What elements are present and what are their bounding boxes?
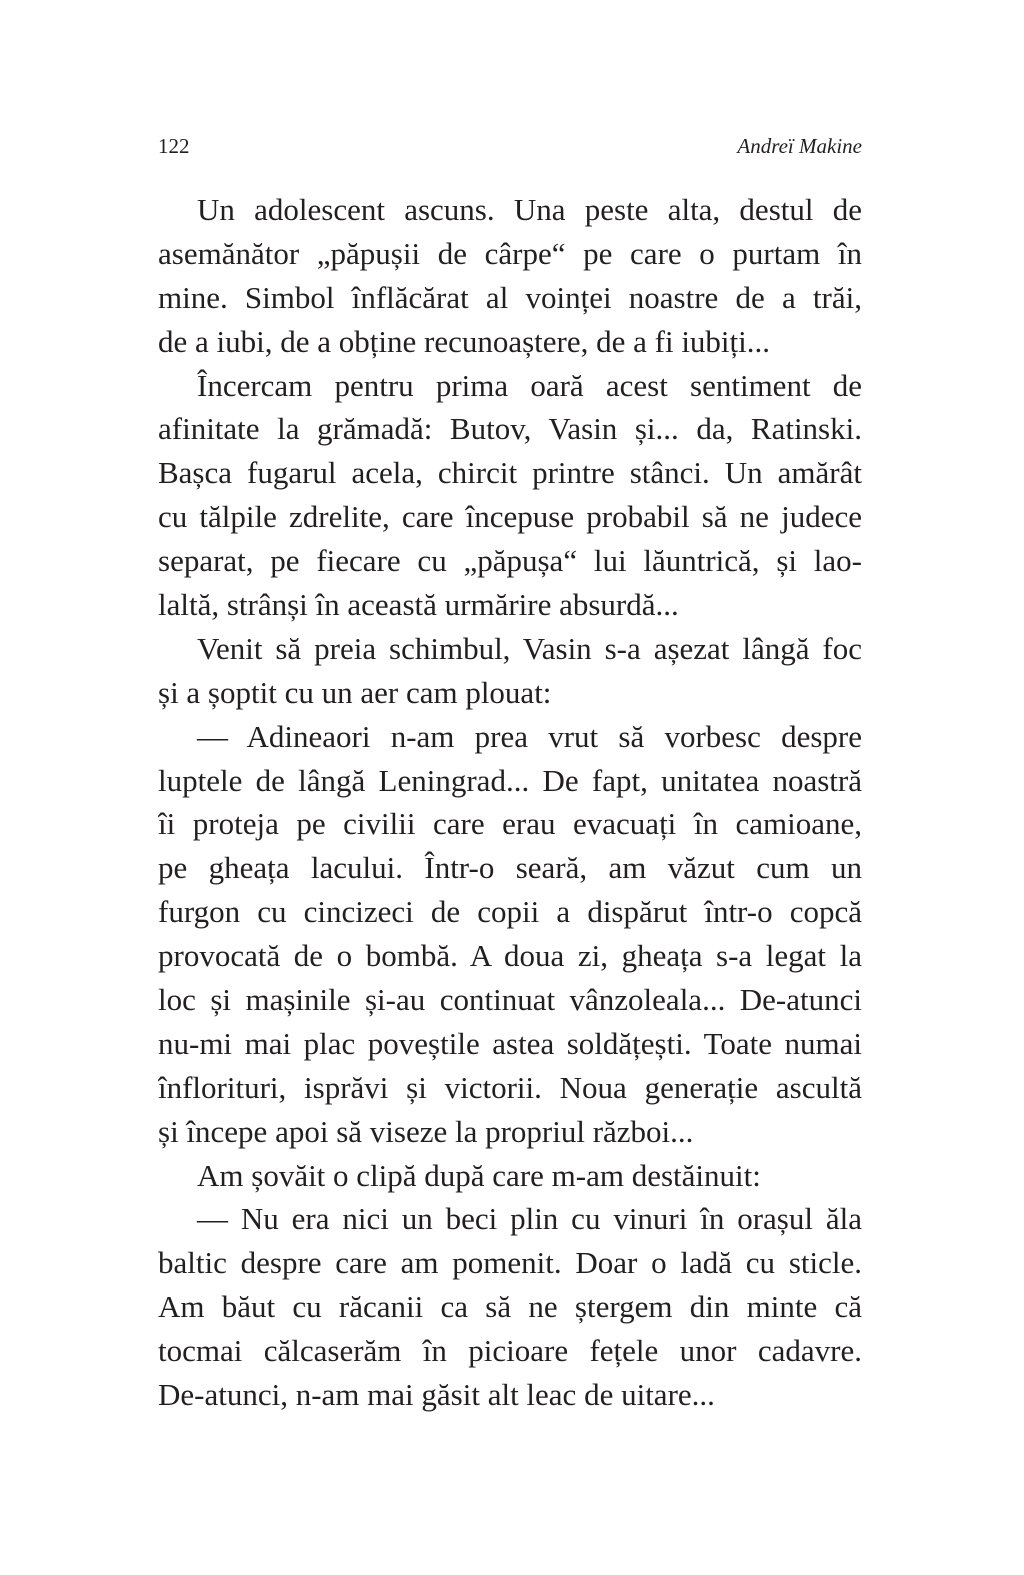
text-line: provocată de o bombă. A doua zi, gheața s-a legat la	[158, 938, 862, 974]
paragraph	[158, 364, 862, 627]
text-line: asemănător „păpușii de cârpe“ pe care o purtam în	[158, 235, 862, 271]
paragraph	[158, 1154, 862, 1198]
text-line: cu tălpile zdrelite, care începuse probabil să ne judece	[158, 499, 862, 535]
text-line: luptele de lângă Leningrad... De fapt, unitatea noastră	[158, 762, 862, 798]
text-line: — Adineaori n-am prea vrut să vorbesc despre	[197, 718, 862, 754]
text-line: afinitate la grămadă: Butov, Vasin și... da, Ratinski.	[158, 411, 862, 447]
text-line: mine. Simbol înflăcărat al voinței noastre de a trăi,	[158, 279, 862, 315]
text-line: înflorituri, isprăvi și victorii. Noua generație ascultă	[158, 1069, 862, 1105]
text-line: De-atunci, n-am mai găsit alt leac de uitare...	[158, 1377, 715, 1413]
text-line: furgon cu cincizeci de copii a dispărut într-o copcă	[158, 894, 862, 930]
text-line: Bașca fugarul acela, chircit printre stânci. Un amărât	[158, 455, 862, 491]
page-number: 122	[158, 134, 190, 158]
text-line: Venit să preia schimbul, Vasin s-a așezat lângă foc	[197, 630, 862, 666]
text-line: Am băut cu răcanii ca să ne ștergem din minte că	[158, 1289, 862, 1325]
text-line: și a șoptit cu un aer cam plouat:	[158, 674, 552, 710]
paragraph	[158, 1197, 862, 1416]
paragraph	[158, 188, 862, 364]
text-line: și începe apoi să viseze la propriul război...	[158, 1113, 694, 1149]
text-line: pe gheața lacului. Într-o seară, am văzut cum un	[158, 850, 862, 886]
text-line: Încercam pentru prima oară acest sentiment de	[197, 367, 862, 403]
text-line: îi proteja pe civilii care erau evacuați în camioane,	[158, 806, 862, 842]
text-line: nu-mi mai plac poveștile astea soldățești. Toate numai	[158, 1025, 862, 1061]
text-line: separat, pe fiecare cu „păpușa“ lui lăuntrică, și lao-	[158, 543, 862, 579]
paragraph	[158, 627, 862, 715]
body-text	[158, 188, 862, 1417]
text-line: Un adolescent ascuns. Una peste alta, destul de	[197, 192, 862, 227]
page-header	[158, 134, 862, 164]
running-head-author: Andreï Makine	[737, 134, 862, 158]
text-line: — Nu era nici un beci plin cu vinuri în orașul ăla	[197, 1201, 862, 1237]
text-line: baltic despre care am pomenit. Doar o ladă cu sticle.	[158, 1245, 862, 1281]
text-line: tocmai călcaserăm în picioare fețele unor cadavre.	[158, 1333, 862, 1369]
text-line: Am șovăit o clipă după care m-am destăinuit:	[197, 1157, 761, 1193]
text-line: laltă, strânși în această urmărire absurdă...	[158, 587, 679, 623]
text-line: loc și mașinile și-au continuat vânzoleala... De-atunci	[158, 982, 862, 1018]
text-line: de a iubi, de a obține recunoaștere, de a fi iubiți...	[158, 323, 771, 359]
paragraph	[158, 715, 862, 1154]
